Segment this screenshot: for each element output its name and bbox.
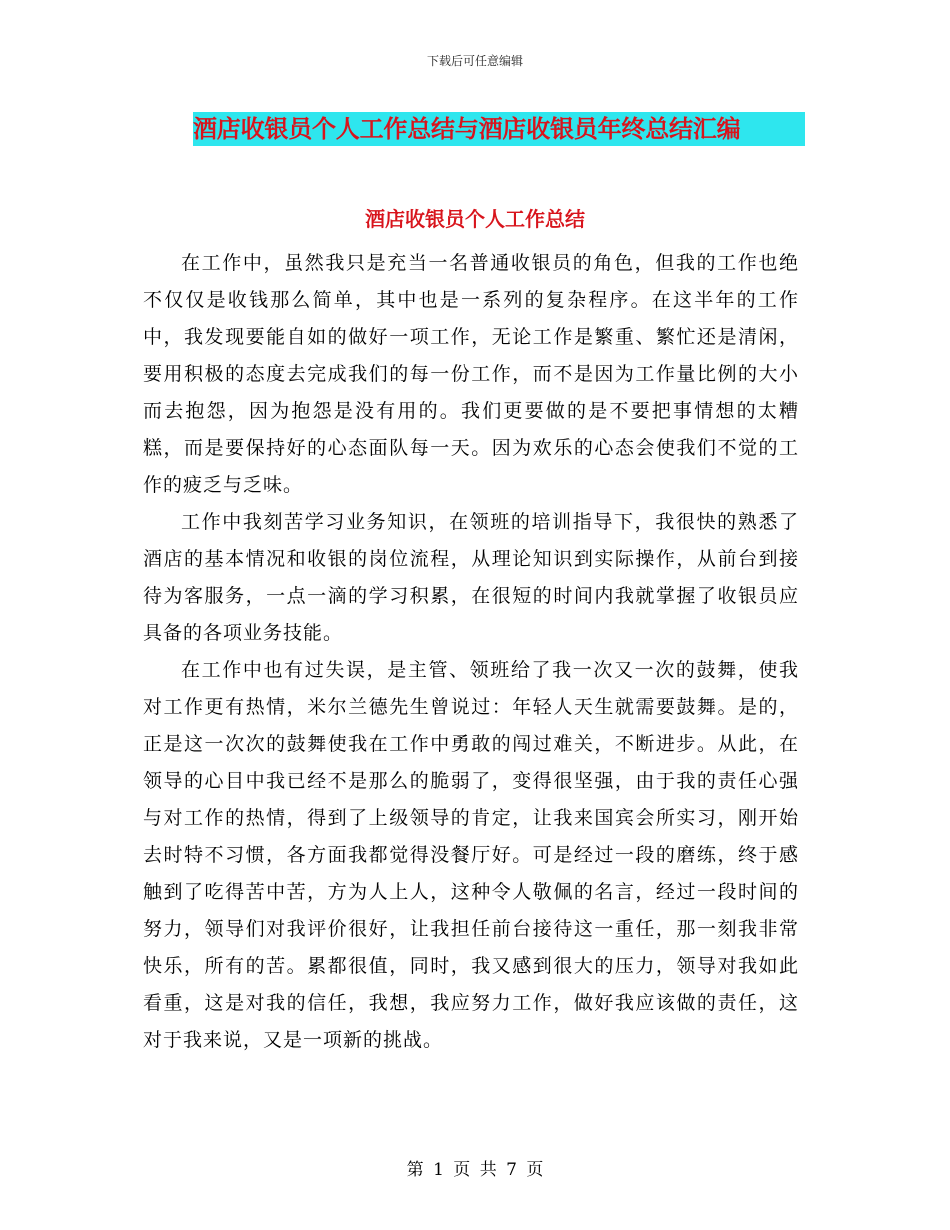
page-indicator: 第 1 页 共 7 页: [406, 1160, 544, 1180]
document-body: [143, 245, 799, 1059]
header-note: 下载后可任意编辑: [426, 54, 523, 68]
paragraph-2: 工作中我刻苦学习业务知识，在领班的培训指导下，我很快的熟悉了酒店的基本情况和收银的岗位流程，从理论知识到实际操作，从前台到接待为客服务，一点一滴的学习积累，在很短的时间内我就掌握了收银员应具备的各项业务技能。: [143, 511, 799, 644]
paragraph-1: 在工作中，虽然我只是充当一名普通收银员的角色，但我的工作也绝不仅仅是收钱那么简单，其中也是一系列的复杂程序。在这半年的工作中，我发现要能自如的做好一项工作，无论工作是繁重、繁忙还是清闲，要用积极的态度去完成我们的每一份工作，而不是因为工作量比例的大小而去抱怨，因为抱怨是没有用的。我们更要做的是不要把事情想的太糟糕，而是要保持好的心态面队每一天。因为欢乐的心态会使我们不觉的工作的疲乏与乏味。: [143, 252, 799, 496]
document-title: 酒店收银员个人工作总结与酒店收银员年终总结汇编: [193, 112, 805, 146]
paragraph-3: 在工作中也有过失误，是主管、领班给了我一次又一次的鼓舞，使我对工作更有热情，米尔兰德先生曾说过：年轻人天生就需要鼓舞。是的，正是这一次次的鼓舞使我在工作中勇敢的闯过难关，不断进步。从此，在领导的心目中我已经不是那么的脆弱了，变得很坚强，由于我的责任心强与对工作的热情，得到了上级领导的肯定，让我来国宾会所实习，刚开始去时特不习惯，各方面我都觉得没餐厅好。可是经过一段的磨练，终于感触到了吃得苦中苦，方为人上人，这种令人敬佩的名言，经过一段时间的努力，领导们对我评价很好，让我担任前台接待这一重任，那一刻我非常快乐，所有的苦。累都很值，同时，我又感到很大的压力，领导对我如此看重，这是对我的信任，我想，我应努力工作，做好我应该做的责任，这对于我来说，又是一项新的挑战。: [143, 659, 799, 1051]
section-title: 酒店收银员个人工作总结: [365, 207, 585, 231]
